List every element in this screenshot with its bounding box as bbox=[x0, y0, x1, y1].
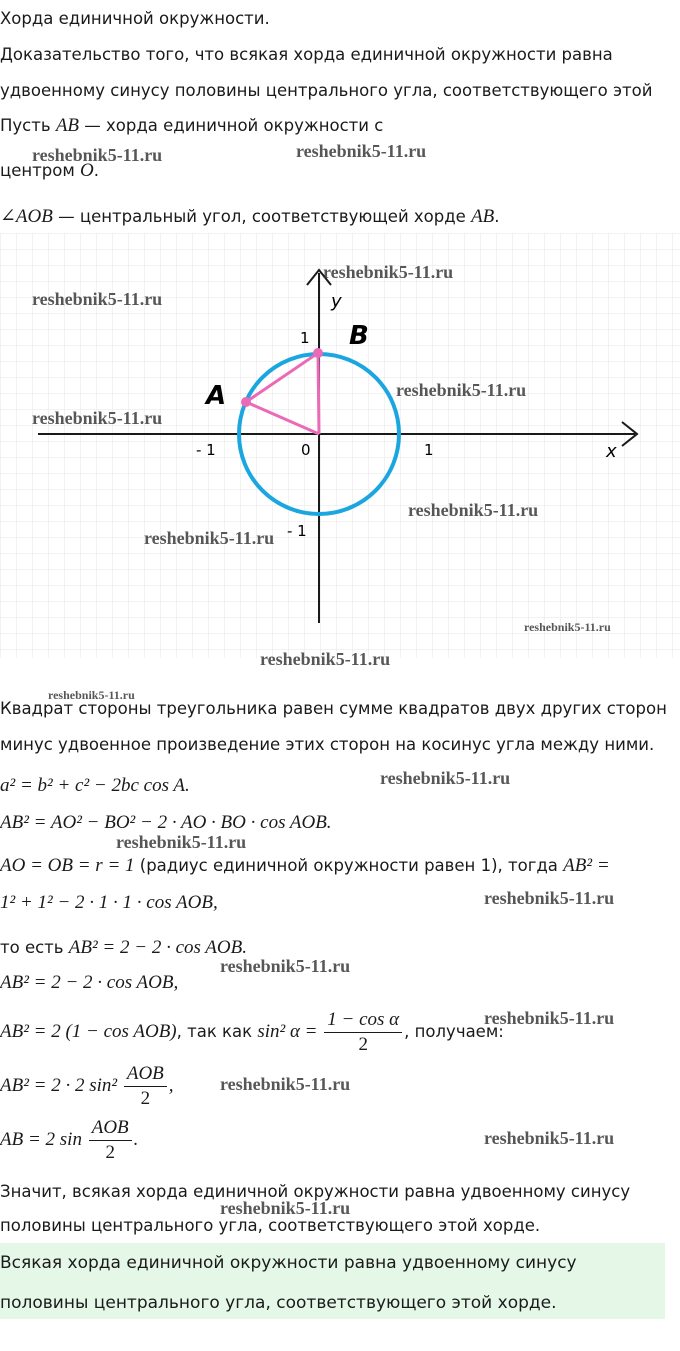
x-axis-label: x bbox=[606, 441, 617, 462]
watermark: reshebnik5-11.ru bbox=[380, 768, 511, 788]
angle-statement: ∠AOB — центральный угол, соответствующей хорде AB. bbox=[0, 206, 500, 227]
watermark: reshebnik5-11.ru bbox=[48, 688, 135, 702]
watermark: reshebnik5-11.ru bbox=[524, 620, 611, 634]
conclusion-line-2: половины центрального угла, соответствующего этой хорде. bbox=[0, 1216, 541, 1235]
watermark: reshebnik5-11.ru bbox=[260, 649, 391, 669]
watermark: reshebnik5-11.ru bbox=[220, 1198, 351, 1218]
watermark: reshebnik5-11.ru bbox=[408, 500, 539, 520]
cosine-law-applied: AB² = AO² − BO² − 2 · AO · BO · cos AOB. bbox=[0, 812, 332, 833]
step-3: AB² = 2 · 2 sin² $\frac{\text{AOB}}{2}$ , bbox=[0, 1063, 174, 1109]
tick-minus-one-x: - 1 bbox=[196, 441, 216, 459]
cosine-law-formula: a² = b² + c² − 2bc cos A. bbox=[0, 775, 190, 796]
tick-one-x: 1 bbox=[424, 441, 434, 459]
let-statement: Пусть AB — хорда единичной окружности с bbox=[0, 115, 384, 136]
center-statement: центром O. bbox=[0, 160, 100, 181]
point-b-dot bbox=[313, 348, 323, 358]
watermark: reshebnik5-11.ru bbox=[32, 289, 163, 309]
watermark: reshebnik5-11.ru bbox=[484, 1008, 615, 1028]
watermark: reshebnik5-11.ru bbox=[116, 832, 247, 852]
cosine-law-line-2: минус удвоенное произведение этих сторон на косинус угла между ними. bbox=[0, 735, 655, 754]
watermark: reshebnik5-11.ru bbox=[32, 408, 163, 428]
intro-line-1: Доказательство того, что всякая хорда единичной окружности равна bbox=[0, 45, 613, 64]
cosine-law-line-1: Квадрат стороны треугольника равен сумме квадратов двух других сторон bbox=[0, 699, 667, 718]
tick-minus-one-y: - 1 bbox=[287, 522, 307, 540]
watermark: reshebnik5-11.ru bbox=[220, 956, 351, 976]
watermark: reshebnik5-11.ru bbox=[323, 262, 454, 282]
step-1: AB² = 2 − 2 · cos AOB, bbox=[0, 972, 179, 993]
title: Хорда единичной окружности. bbox=[0, 9, 270, 28]
tick-one-y: 1 bbox=[300, 329, 310, 347]
watermark: reshebnik5-11.ru bbox=[396, 380, 527, 400]
answer-line-2: половины центрального угла, соответствующего этой хорде. bbox=[0, 1293, 557, 1313]
point-a-label: A bbox=[206, 381, 227, 411]
step-2: AB² = 2 (1 − cos AOB), так как sin² α = $\frac{\text{1 − cos α}}{2}$ , получаем: bbox=[0, 1009, 504, 1055]
intro-line-2: удвоенному синусу половины центрального угла, соответствующего этой bbox=[0, 81, 653, 100]
answer-line-1: Всякая хорда единичной окружности равна удвоенному синусу bbox=[0, 1253, 577, 1273]
conclusion-line-1: Значит, всякая хорда единичной окружности равна удвоенному синусу bbox=[0, 1182, 631, 1201]
radius-substitution: 1² + 1² − 2 · 1 · 1 · cos AOB, bbox=[0, 892, 218, 913]
point-b-label: B bbox=[349, 321, 369, 351]
watermark: reshebnik5-11.ru bbox=[32, 145, 163, 165]
radius-statement: AO = OB = r = 1 (радиус единичной окружности равен 1), тогда AB² = bbox=[0, 855, 610, 876]
point-a-dot bbox=[241, 397, 251, 407]
y-axis-label: y bbox=[331, 291, 342, 312]
that-is-statement: то есть AB² = 2 − 2 · cos AOB. bbox=[0, 937, 247, 958]
step-4: AB = 2 sin $\frac{\text{AOB}}{2}$ . bbox=[0, 1117, 139, 1163]
watermark: reshebnik5-11.ru bbox=[484, 1128, 615, 1148]
watermark: reshebnik5-11.ru bbox=[220, 1074, 351, 1094]
tick-zero: 0 bbox=[301, 441, 311, 459]
watermark: reshebnik5-11.ru bbox=[484, 888, 615, 908]
watermark: reshebnik5-11.ru bbox=[296, 141, 427, 161]
watermark: reshebnik5-11.ru bbox=[144, 528, 275, 548]
